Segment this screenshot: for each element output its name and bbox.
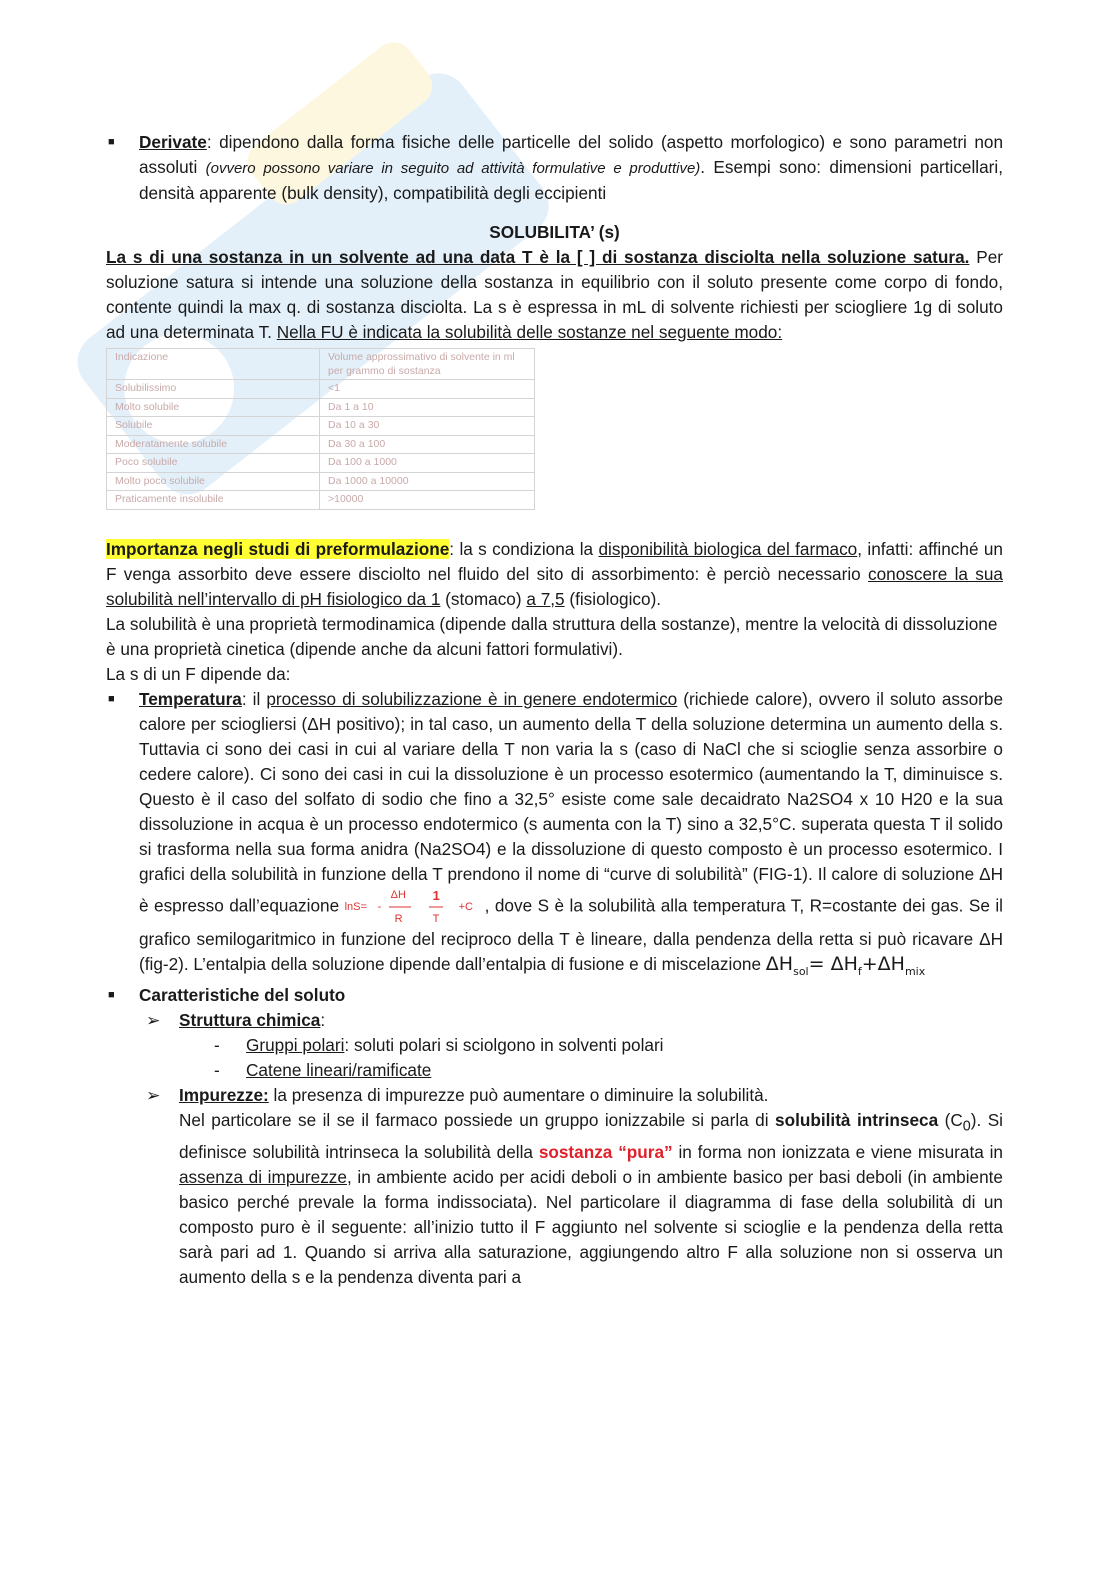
importance-text: (fisiologico).	[564, 588, 662, 609]
intrinsic-text: in forma non ionizzata e viene misurata in	[672, 1141, 1003, 1162]
table-cell: Solubile	[107, 417, 320, 436]
table-header-cell: Volume approssimativo di solvente in ml per grammo di sostanza	[320, 349, 535, 380]
polar-groups-term: Gruppi polari	[246, 1035, 345, 1056]
document-page	[106, 130, 1003, 1290]
square-bullet-icon: ■	[108, 692, 115, 705]
impurities-text: la presenza di impurezze può aumentare o diminuire la solubilità.	[268, 1085, 769, 1106]
table-row	[107, 380, 535, 399]
temperature-text: : il	[241, 688, 267, 709]
thermo-paragraph: La solubilità è una proprietà termodinamica (dipende dalla struttura della sostanze), mentre la velocità di dissoluzione è una proprietà cinetica (dipende anche da alcuni fattori formulativi).	[106, 613, 998, 659]
formula-minus: -	[377, 900, 382, 913]
formula-one: 1	[432, 887, 440, 903]
chains-item	[106, 1058, 1003, 1083]
table-row	[107, 417, 535, 436]
dash-bullet-icon: -	[214, 1035, 220, 1056]
table-cell: Solubilissimo	[107, 380, 320, 399]
table-cell: Praticamente insolubile	[107, 491, 320, 510]
intrinsic-bold: solubilità intrinseca	[775, 1110, 939, 1131]
importance-paragraph	[106, 537, 1003, 612]
derivate-term: Derivate	[139, 132, 207, 152]
intrinsic-text: Nel particolare se il se il farmaco possiede un gruppo ionizzabile si parla di	[179, 1110, 776, 1131]
arrow-bullet-icon: ➢	[146, 1010, 161, 1031]
derivate-text-1: : dipendono dalla forma fisiche delle particelle del solido (aspetto morfologico) e sono parametri non assoluti	[139, 132, 1003, 177]
formula-r: R	[394, 912, 403, 925]
polar-groups-item	[106, 1033, 1003, 1058]
formula-t: T	[432, 912, 440, 925]
table-cell: Da 1000 a 10000	[320, 472, 535, 491]
solute-title: Caratteristiche del soluto	[139, 985, 346, 1006]
table-cell: >10000	[320, 491, 535, 510]
table-row	[107, 435, 535, 454]
importance-text: : la s condiziona la	[449, 538, 599, 559]
table-cell: <1	[320, 380, 535, 399]
importance-text: , infatti: affinché un F venga assorbito deve essere disciolto nel fluido del sito di assorbimento: è perciò necessario	[106, 538, 1003, 584]
formula-delta-h: ΔH	[390, 888, 406, 901]
table-header-cell: Indicazione	[107, 349, 320, 380]
table-row	[107, 472, 535, 491]
importance-underlined: conoscere la sua solubilità nell’intervallo di pH fisiologico da 1	[106, 563, 1003, 609]
solute-bullet	[106, 983, 1003, 1008]
dash-bullet-icon: -	[214, 1060, 220, 1081]
structure-item	[106, 1008, 1003, 1033]
importance-underlined: disponibilità biologica del farmaco	[598, 538, 858, 559]
table-row	[107, 491, 535, 510]
definition-paragraph	[106, 245, 1003, 345]
derivate-bullet	[106, 130, 1003, 206]
table-cell: Molto poco solubile	[107, 472, 320, 491]
table-row	[107, 454, 535, 473]
intrinsic-underlined: assenza di impurezze	[179, 1166, 347, 1187]
intrinsic-text: ). Si definisce solubilità intrinseca la solubilità della	[179, 1110, 1003, 1162]
structure-term: Struttura chimica	[179, 1010, 321, 1031]
table-cell: Poco solubile	[107, 454, 320, 473]
table-row	[107, 398, 535, 417]
temperature-underlined: processo di solubilizzazione è in genere endotermico	[266, 688, 678, 709]
intrinsic-paragraph	[106, 1108, 1003, 1289]
derivate-italic: (ovvero possono variare in seguito ad attività formulative e produttive)	[205, 160, 701, 177]
table-cell: Da 30 a 100	[320, 435, 535, 454]
intrinsic-text: (C	[938, 1110, 963, 1131]
depends-intro: La s di un F dipende da:	[106, 663, 291, 684]
definition-text: Per soluzione satura si intende una soluzione della sostanza in equilibrio con il soluto presente come corpo di fondo, contente quindi la max q. di sostanza disciolta. La s è espressa in mL di solvente richiesti per sciogliere 1g di soluto ad una determinata T.	[106, 247, 1003, 342]
temperature-bullet	[106, 687, 1003, 984]
table-header-row	[107, 349, 535, 380]
structure-colon: :	[320, 1010, 326, 1031]
solubility-title: SOLUBILITA’ (s)	[489, 222, 620, 242]
impurities-term: Impurezze:	[179, 1085, 269, 1106]
definition-underlined: Nella FU è indicata la solubilità delle sostanze nel seguente modo:	[276, 322, 783, 342]
temperature-term: Temperatura	[139, 688, 242, 709]
importance-text: (stomaco)	[440, 588, 527, 609]
chains-term: Catene lineari/ramificate	[246, 1060, 432, 1081]
table-cell: Moderatamente solubile	[107, 435, 320, 454]
temperature-text: (richiede calore), ovvero il soluto assorbe calore per sciogliersi (ΔH positivo); in tal caso, un aumento della T della soluzione determina un aumento della s. Tuttavia ci sono dei casi in cui al variare della T non varia la s (caso di NaCl che si scioglie senza assorbire o cedere calore). Ci sono dei casi in cui la dissoluzione è un processo esotermico (aumentando la T, diminuisce s. Questo è il caso del solfato di sodio che fino a 32,5° esiste come sale decaidrato Na2SO4 x 10 H20 e la sua dissoluzione in acqua è un processo endotermico (s aumenta con la T) sino a 32,5°C. superata questa T il solido si trasforma nella sua forma anidra (Na2SO4) e la dissoluzione di questo composto è un processo esotermico. I grafici della solubilità in funzione della T prendono il nome di “curve di solubilità” (FIG-1). Il calore di soluzione ΔH è espresso dall’equazione	[139, 688, 1004, 916]
vant-hoff-formula	[345, 887, 485, 927]
enthalpy-equation: $\Delta H_{sol}= \Delta H_f+\Delta H_{mix}$	[765, 952, 926, 978]
derivate-text-2: . Esempi sono: dimensioni particellari, densità apparente (bulk density), compatibilità degli eccipienti	[139, 157, 1003, 203]
square-bullet-icon: ■	[108, 989, 115, 1002]
impurities-item	[106, 1083, 1003, 1108]
table-cell: Molto solubile	[107, 398, 320, 417]
arrow-bullet-icon: ➢	[146, 1085, 161, 1106]
table-cell: Da 10 a 30	[320, 417, 535, 436]
formula-lhs: lnS=	[344, 900, 367, 913]
table-cell: Da 100 a 1000	[320, 454, 535, 473]
intrinsic-text: , in ambiente acido per acidi deboli o in ambiente basico per basi deboli (in ambiente basico perché prevale la forma indissociata). Nel particolare il diagramma di fase della solubilità di un composto puro è il seguente: all’inizio tutto il F aggiunto nel solvente si scioglie e la pendenza della retta sarà pari ad 1. Quando si arriva alla saturazione, aggiungendo altro F alla soluzione non si osserva un aumento della s e la pendenza diventa pari a	[179, 1166, 1003, 1287]
intrinsic-red: sostanza “pura”	[538, 1141, 673, 1162]
temperature-text: , dove S è la solubilità alla temperatura T, R=costante dei gas. Se il grafico semilogaritmico in funzione del reciproco della T è lineare, dalla pendenza della retta si può ricavare ΔH (fig-2). L’entalpia della soluzione dipende dall’entalpia di fusione e di miscelazione	[139, 895, 1003, 974]
polar-groups-text: : soluti polari si sciolgono in solventi polari	[344, 1035, 664, 1056]
importance-highlight: Importanza negli studi di preformulazione	[106, 538, 450, 559]
formula-constant: +C	[458, 900, 473, 913]
solubility-table	[106, 348, 535, 510]
table-cell: Da 1 a 10	[320, 398, 535, 417]
intrinsic-subscript: 0	[962, 1118, 971, 1135]
importance-underlined: a 7,5	[526, 588, 565, 609]
definition-bold: La s di una sostanza in un solvente ad una data T è la [ ] di sostanza disciolta nella soluzione satura.	[106, 247, 970, 267]
square-bullet-icon: ■	[108, 136, 115, 148]
